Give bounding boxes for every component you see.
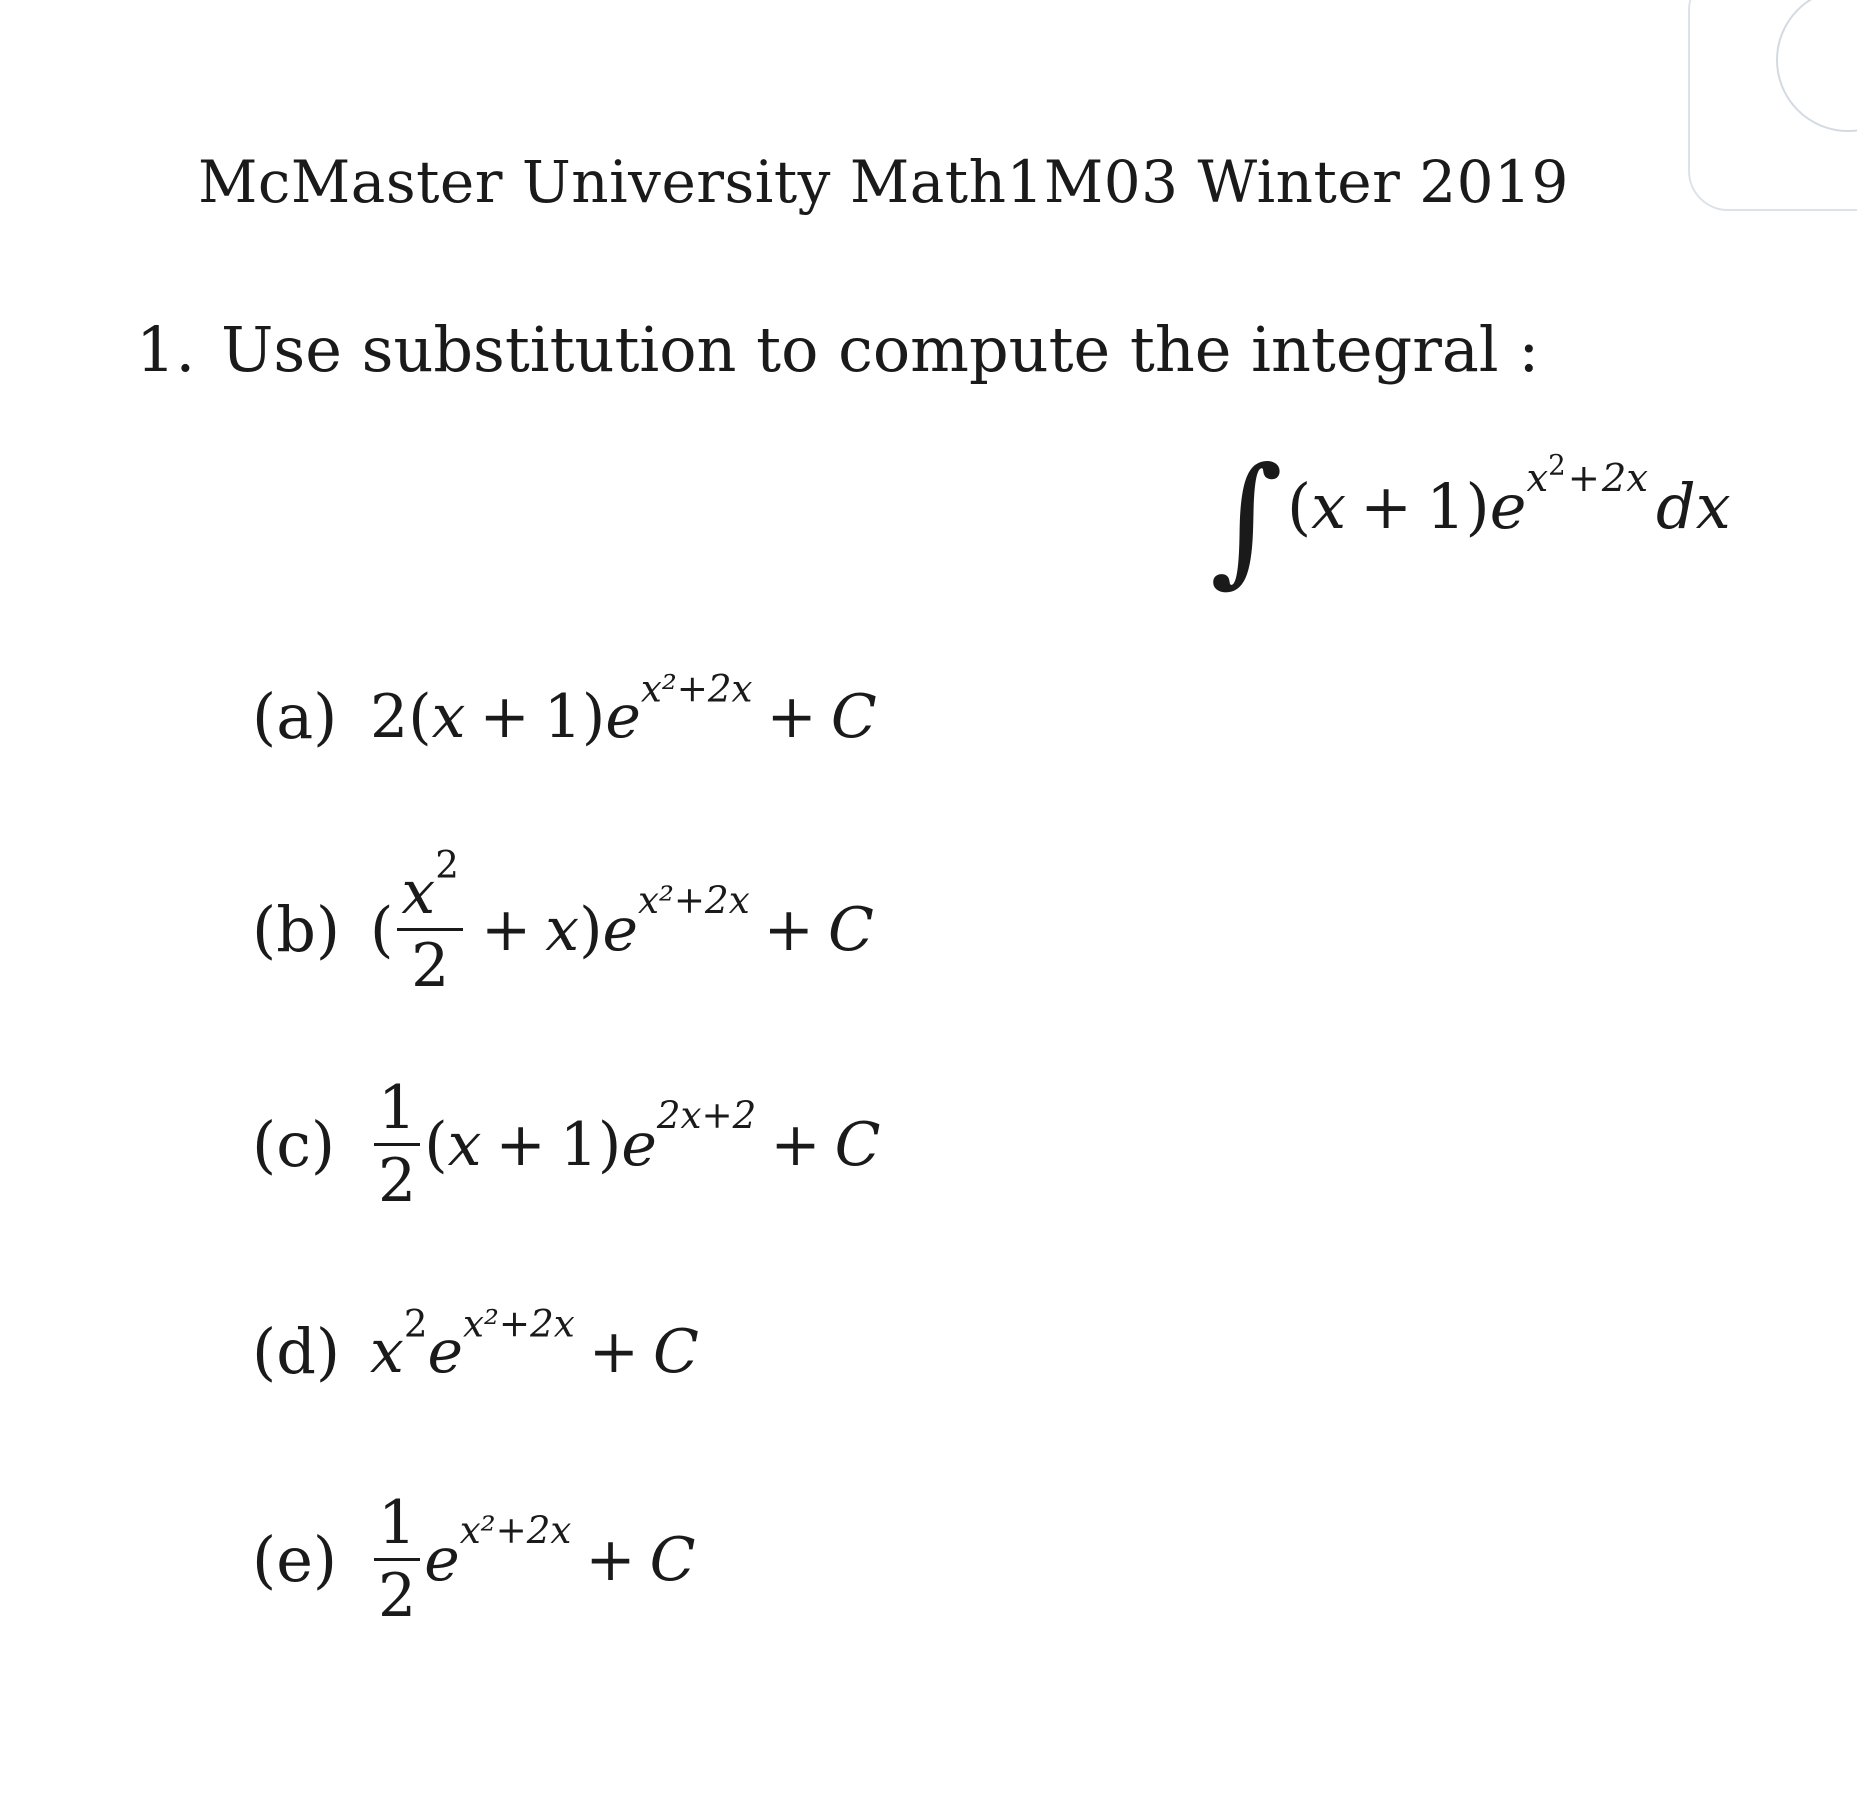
integral-exp-plus: + bbox=[1567, 456, 1600, 502]
choice-c-expression: $\frac{1}{2}$ ( x + 1 ) e 2x+2 + C bbox=[370, 1075, 881, 1214]
c-numerator: 1 bbox=[378, 1073, 417, 1143]
choice-d-label: (d) bbox=[252, 1315, 341, 1388]
b-e: e bbox=[602, 894, 638, 965]
choice-c-label: (c) bbox=[252, 1108, 336, 1181]
a-close: ) bbox=[581, 681, 606, 752]
integral-dx: dx bbox=[1656, 469, 1731, 543]
choice-d[interactable] bbox=[252, 1301, 699, 1388]
question-text: Use substitution to compute the integral : bbox=[221, 313, 1540, 386]
b-x: x bbox=[545, 894, 580, 965]
choice-b[interactable] bbox=[252, 842, 874, 1001]
a-constant: C bbox=[830, 681, 877, 752]
integral-plus: + bbox=[1360, 469, 1413, 543]
integral-exp-x: x bbox=[1526, 456, 1549, 502]
b-plus-c: + bbox=[763, 894, 814, 965]
choice-e[interactable] bbox=[252, 1490, 696, 1629]
integral-close-paren: ) bbox=[1465, 469, 1490, 543]
integral-exponent bbox=[1526, 448, 1649, 502]
a-exponent: x²+2x bbox=[640, 666, 753, 711]
a-coef: 2 bbox=[370, 681, 409, 752]
c-denominator: 2 bbox=[378, 1146, 417, 1216]
d-plus-c: + bbox=[588, 1316, 639, 1387]
b-fraction bbox=[397, 842, 463, 1001]
choice-b-label: (b) bbox=[252, 893, 341, 966]
e-constant: C bbox=[649, 1524, 696, 1595]
c-e: e bbox=[621, 1109, 657, 1180]
c-constant: C bbox=[834, 1109, 881, 1180]
b-plus: + bbox=[480, 894, 532, 965]
choice-a[interactable] bbox=[252, 666, 877, 753]
integral-e: e bbox=[1489, 469, 1527, 543]
c-open: ( bbox=[424, 1109, 448, 1180]
integral-sign: ∫ bbox=[1210, 438, 1283, 601]
question-number: 1. bbox=[136, 313, 196, 386]
question-prompt bbox=[136, 313, 1539, 386]
choice-a-expression bbox=[370, 666, 877, 752]
integral-exp-square: 2 bbox=[1548, 448, 1566, 482]
integral-exp-2x: 2x bbox=[1601, 456, 1649, 502]
integral-expression bbox=[1210, 438, 1731, 601]
a-x: x bbox=[431, 681, 466, 752]
d-x: x bbox=[370, 1316, 404, 1387]
b-open: ( bbox=[370, 894, 394, 965]
a-one: 1 bbox=[543, 681, 582, 752]
c-plus: + bbox=[495, 1109, 546, 1180]
c-fraction bbox=[374, 1075, 420, 1214]
integral-open-paren: ( bbox=[1286, 469, 1312, 543]
b-constant: C bbox=[827, 894, 874, 965]
b-close: ) bbox=[579, 894, 603, 965]
choice-e-expression: $\frac{1}{2}$ e x²+2x + C bbox=[370, 1490, 696, 1629]
b-denominator: 2 bbox=[411, 931, 450, 1001]
a-plus-c: + bbox=[766, 681, 817, 752]
integral-one: 1 bbox=[1426, 469, 1466, 543]
choice-b-expression: ( $\frac{x^2}{2}$ + x ) e x²+2x + C bbox=[370, 842, 874, 1001]
c-x: x bbox=[447, 1109, 482, 1180]
integral-x: x bbox=[1311, 469, 1347, 543]
d-e: e bbox=[427, 1316, 464, 1387]
b-num-x: x bbox=[401, 858, 436, 928]
c-plus-c: + bbox=[770, 1109, 821, 1180]
choice-c[interactable] bbox=[252, 1075, 881, 1214]
e-plus-c: + bbox=[585, 1524, 636, 1595]
e-e: e bbox=[424, 1524, 460, 1595]
e-denominator: 2 bbox=[378, 1561, 417, 1631]
d-square: 2 bbox=[403, 1301, 428, 1346]
d-constant: C bbox=[652, 1316, 699, 1387]
e-numerator: 1 bbox=[378, 1488, 417, 1558]
e-fraction bbox=[374, 1490, 420, 1629]
c-close: ) bbox=[597, 1109, 622, 1180]
page-title: McMaster University Math1M03 Winter 2019 bbox=[198, 148, 1569, 216]
choice-a-label: (a) bbox=[252, 680, 338, 753]
choice-e-label: (e) bbox=[252, 1523, 338, 1596]
a-open: ( bbox=[408, 681, 432, 752]
d-exponent: x²+2x bbox=[463, 1301, 575, 1346]
choice-d-expression bbox=[370, 1301, 699, 1387]
a-plus: + bbox=[479, 681, 530, 752]
b-num-square: 2 bbox=[435, 842, 459, 887]
c-one: 1 bbox=[559, 1109, 598, 1180]
a-e: e bbox=[605, 681, 641, 752]
